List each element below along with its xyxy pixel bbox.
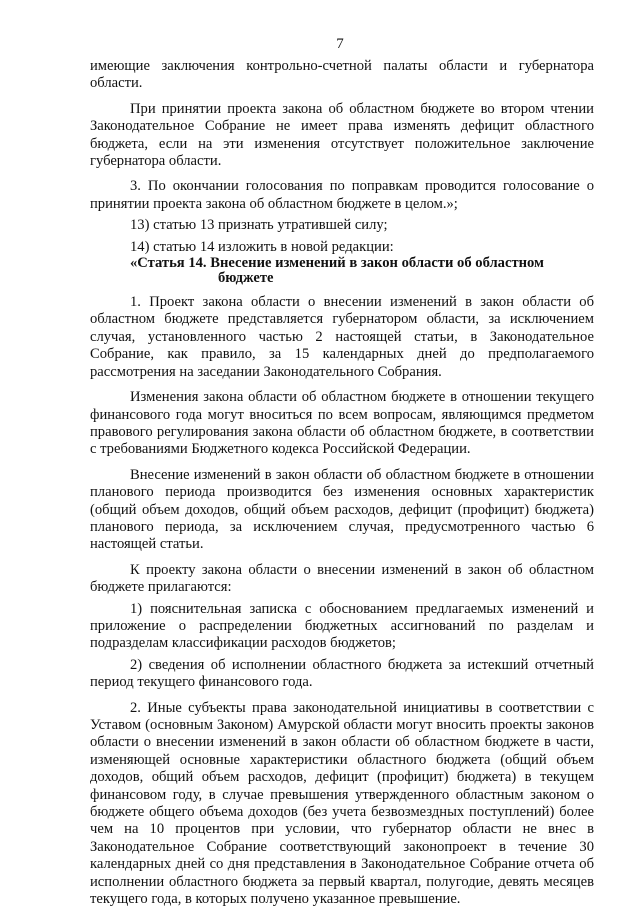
paragraph: К проекту закона области о внесении изменений в закон об областном бюджете прилагаются: <box>90 561 594 596</box>
paragraph: 2) сведения об исполнении областного бюджета за истекший отчетный период текущего финансового года. <box>90 656 594 691</box>
paragraph: Внесение изменений в закон области об областном бюджете в отношении планового периода производится без изменения основных характеристик (общий объем доходов, общий объем расходов, дефицит (профицит) бюджета) планового периода, за исключением случая, предусмотренного частью 6 настоящей статьи. <box>90 466 594 553</box>
article-heading-line2: бюджете <box>218 270 274 287</box>
paragraph: 13) статью 13 признать утратившей силу; <box>130 217 388 234</box>
paragraph: При принятии проекта закона об областном бюджете во втором чтении Законодательное Собрание не имеет права изменять дефицит областного бюджета, если на эти изменения отсутствует положительное заключение губернатора области. <box>90 100 594 170</box>
page-number: 7 <box>336 36 344 52</box>
article-heading <box>90 256 594 286</box>
article-heading-line1: «Статья 14. Внесение изменений в закон области об областном <box>130 255 544 272</box>
paragraph: 1. Проект закона области о внесении изменений в закон области об областном бюджете представляется губернатором области, за исключением случая, установленного частью 2 настоящей статьи, в Законодательное Собрание, как правило, за 15 календарных дней до предполагаемого рассмотрения на заседании Законодательного Собрания. <box>90 294 594 380</box>
document-body <box>90 58 594 908</box>
paragraph: 14) статью 14 изложить в новой редакции: <box>130 238 394 255</box>
paragraph: имеющие заключения контрольно-счетной палаты области и губернатора области. <box>90 58 594 92</box>
paragraph: 2. Иные субъекты права законодательной инициативы в соответствии с Уставом (основным Законом) Амурской области могут вносить проекты законов области о внесении изменений в закон области об областном бюджете в части, изменяющей основные характеристики областного бюджета (общий объем доходов, общий объем расходов, дефицит (профицит) бюджета) в текущем финансовом году, в случае превышения утвержденного областным законом о бюджете общего объема доходов (без учета безвозмездных поступлений) более чем на 10 процентов при условии, что губернатор области не внес в Законодательное Собрание соответствующий законопроект в течение 30 календарных дней со дня представления в Законодательное Собрание отчета об исполнении областного бюджета за первый квартал, полугодие, девять месяцев текущего года, в которых получено указанное превышение. <box>90 699 594 908</box>
paragraph: 3. По окончании голосования по поправкам проводится голосование о принятии проекта закона об областном бюджете в целом.»; <box>90 178 594 212</box>
paragraph: 1) пояснительная записка с обоснованием предлагаемых изменений и приложение о распределении бюджетных ассигнований по разделам и подразделам классификации расходов бюджетов; <box>90 600 594 652</box>
paragraph: Изменения закона области об областном бюджете в отношении текущего финансового года могут вноситься по всем вопросам, являющимся предметом правового регулирования закона области об областном бюджете, в соответствии с требованиями Бюджетного кодекса Российской Федерации. <box>90 389 594 458</box>
